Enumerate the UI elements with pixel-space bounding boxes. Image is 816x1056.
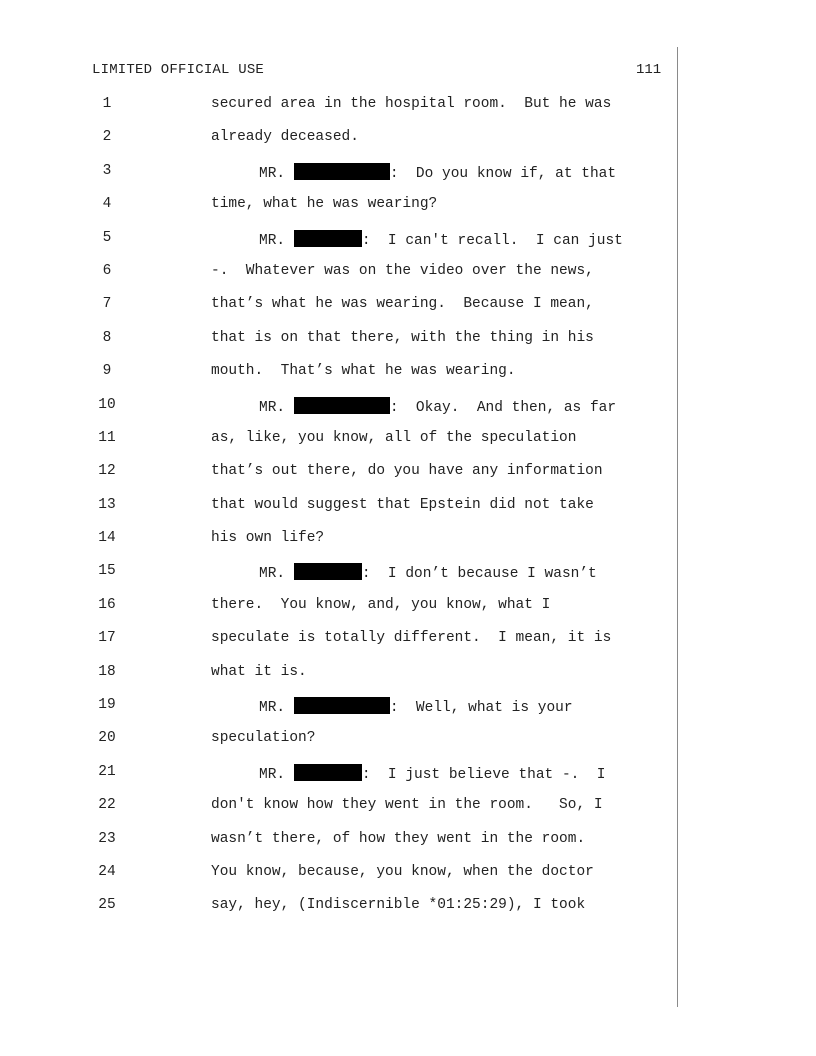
redaction-box <box>294 397 390 414</box>
line-text: his own life? <box>211 530 325 547</box>
redaction-box <box>294 163 390 180</box>
line-text: -. Whatever was on the video over the news, <box>211 262 594 279</box>
line-number: 5 <box>102 229 112 246</box>
line-text: that would suggest that Epstein did not take <box>211 496 594 513</box>
line-number: 22 <box>98 797 116 814</box>
line-text: MR. : I can't recall. I can just <box>259 230 623 249</box>
line-number: 19 <box>98 697 116 714</box>
transcript-line <box>0 126 816 159</box>
line-text: don't know how they went in the room. So, I <box>211 797 603 814</box>
line-number: 2 <box>102 129 112 146</box>
line-text: MR. : Do you know if, at that <box>259 163 616 182</box>
line-text: secured area in the hospital room. But he was <box>211 96 612 112</box>
transcript-line <box>0 794 816 827</box>
line-number: 14 <box>98 530 116 547</box>
line-text: mouth. That’s what he was wearing. <box>211 363 516 380</box>
line-number: 23 <box>98 830 116 847</box>
transcript-line <box>0 93 816 126</box>
redaction-box <box>294 230 362 247</box>
transcript-line <box>0 293 816 326</box>
line-text: that is on that there, with the thing in his <box>211 329 594 346</box>
line-number: 7 <box>102 296 112 313</box>
transcript-line <box>0 894 816 927</box>
line-text: You know, because, you know, when the doctor <box>211 863 594 880</box>
redaction-box <box>294 563 362 580</box>
line-text: wasn’t there, of how they went in the room. <box>211 830 586 847</box>
transcript-line <box>0 761 816 794</box>
line-number: 8 <box>102 329 112 346</box>
line-text: speculate is totally different. I mean, it is <box>211 630 612 647</box>
line-text: MR. : I don’t because I wasn’t <box>259 563 597 582</box>
line-number: 9 <box>102 363 112 380</box>
line-text: MR. : Well, what is your <box>259 697 573 716</box>
transcript-line <box>0 727 816 760</box>
transcript-line <box>0 494 816 527</box>
transcript-line <box>0 627 816 660</box>
transcript-line <box>0 694 816 727</box>
line-number: 25 <box>98 897 116 914</box>
transcript-line <box>0 460 816 493</box>
transcript-line <box>0 828 816 861</box>
line-number: 15 <box>98 563 116 580</box>
line-number: 6 <box>102 262 112 279</box>
line-text: speculation? <box>211 730 316 747</box>
transcript-line <box>0 227 816 260</box>
transcript-line <box>0 527 816 560</box>
transcript-line <box>0 861 816 894</box>
line-text: already deceased. <box>211 129 359 146</box>
line-text: there. You know, and, you know, what I <box>211 596 551 613</box>
line-number: 3 <box>102 162 112 179</box>
line-text: MR. : Okay. And then, as far <box>259 397 616 416</box>
classification-header: LIMITED OFFICIAL USE <box>92 62 265 78</box>
transcript-line <box>0 394 816 427</box>
line-text: time, what he was wearing? <box>211 196 438 213</box>
line-number: 10 <box>98 396 116 413</box>
line-number: 11 <box>98 429 116 446</box>
transcript-line <box>0 193 816 226</box>
line-text: that’s what he was wearing. Because I mean, <box>211 296 594 313</box>
transcript-body <box>0 93 816 928</box>
transcript-line <box>0 360 816 393</box>
line-text: say, hey, (Indiscernible *01:25:29), I took <box>211 897 586 914</box>
line-text: that’s out there, do you have any information <box>211 463 603 480</box>
redaction-box <box>294 764 362 781</box>
line-number: 20 <box>98 730 116 747</box>
line-number: 16 <box>98 596 116 613</box>
line-number: 17 <box>98 630 116 647</box>
line-number: 13 <box>98 496 116 513</box>
line-text: MR. : I just believe that -. I <box>259 764 605 783</box>
line-text: what it is. <box>211 663 307 680</box>
line-number: 1 <box>102 96 112 112</box>
line-number: 4 <box>102 196 112 213</box>
transcript-line <box>0 327 816 360</box>
transcript-line <box>0 560 816 593</box>
line-number: 18 <box>98 663 116 680</box>
transcript-line <box>0 427 816 460</box>
line-number: 24 <box>98 863 116 880</box>
line-text: as, like, you know, all of the speculation <box>211 429 577 446</box>
redaction-box <box>294 697 390 714</box>
line-number: 12 <box>98 463 116 480</box>
page-number: 111 <box>636 62 662 78</box>
transcript-line <box>0 594 816 627</box>
transcript-line <box>0 260 816 293</box>
line-number: 21 <box>98 763 116 780</box>
transcript-line <box>0 160 816 193</box>
transcript-line <box>0 661 816 694</box>
